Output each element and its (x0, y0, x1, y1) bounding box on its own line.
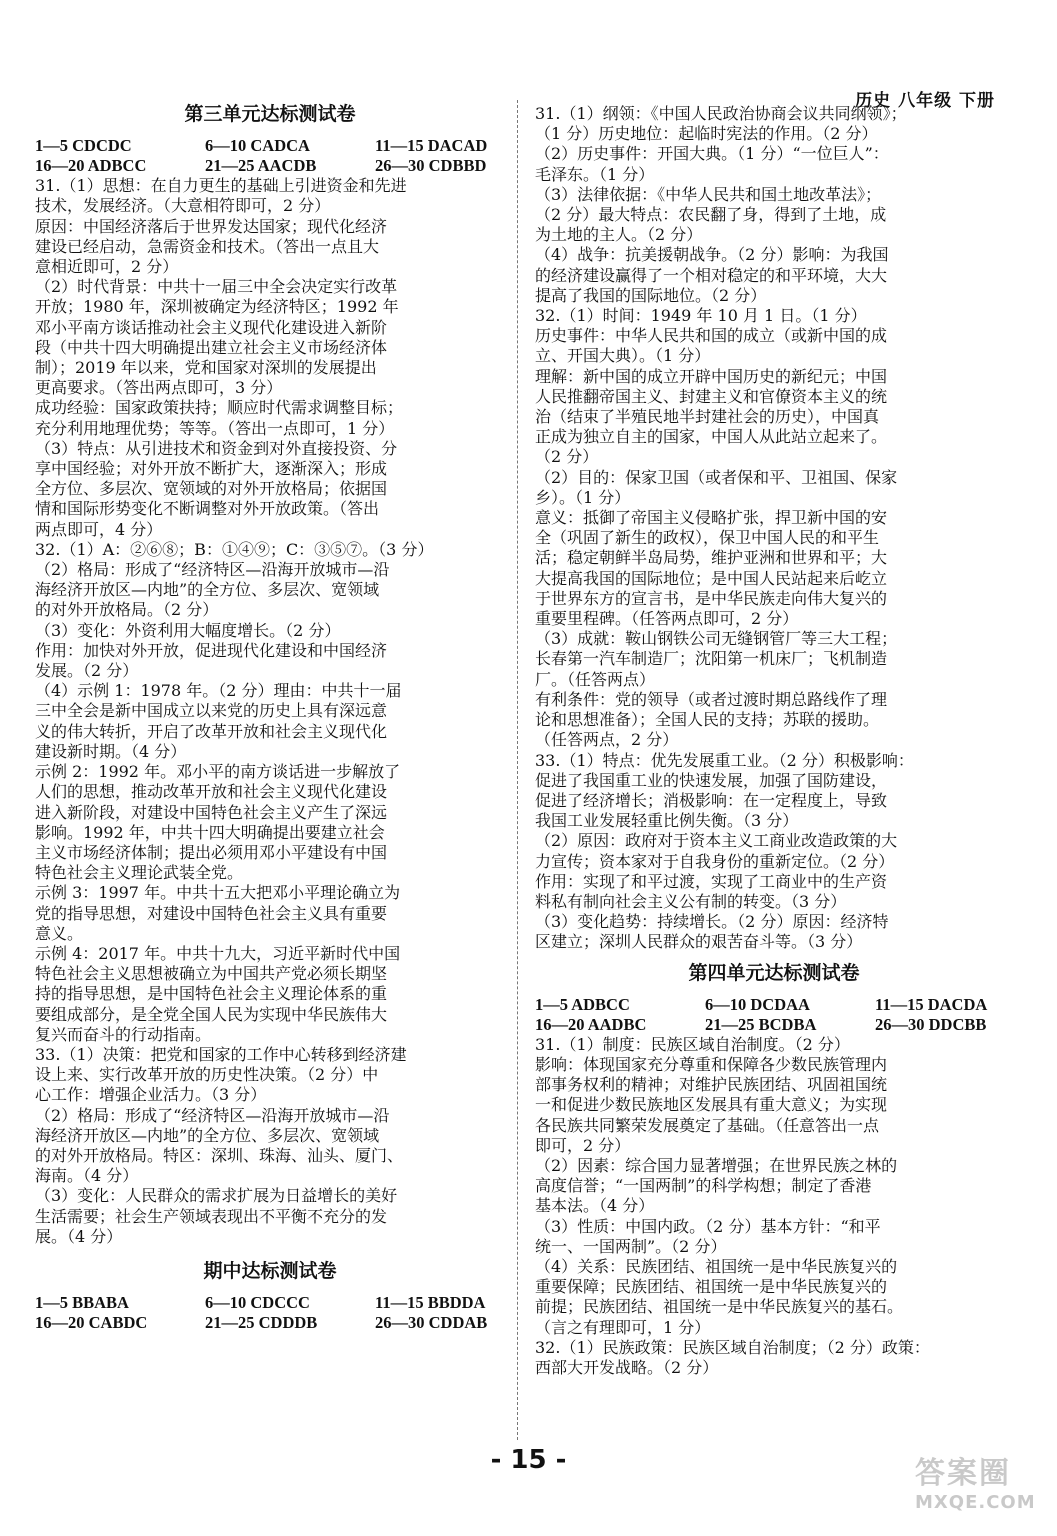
answer-line: 为土地的主人。（2 分） (535, 225, 703, 245)
answer-line: 特色社会主义理论武装全党。 (35, 863, 244, 883)
answer-line: 示例 2：1992 年。邓小平的南方谈话进一步解放了 (35, 762, 401, 782)
answer-line: 高度信誉；“一国两制”的科学构想；制定了香港 (535, 1176, 872, 1196)
answer-line: 的经济建设赢得了一个相对稳定的和平环境，大大 (535, 265, 888, 285)
answer-line: 统一、一国两制”。（2 分） (535, 1236, 727, 1256)
answer-group: 26—30 CDBBD (375, 156, 487, 176)
answer-line: 示例 4：2017 年。中共十九大，习近平新时代中国 (35, 943, 401, 963)
answer-line: （3）变化趋势：持续增长。（2 分）原因：经济特 (535, 912, 889, 932)
answer-line: 示例 3：1997 年。中共十五大把邓小平理论确立为 (35, 883, 401, 903)
answer-line: 论和思想准备）；全国人民的支持；苏联的援助。 (535, 710, 880, 730)
column-divider (517, 100, 518, 1440)
answer-line: 心工作：增强企业活力。（3 分） (35, 1085, 267, 1105)
answer-line: 料私有制向社会主义公有制的转变。（3 分） (535, 891, 847, 911)
answer-group: 16—20 CABDC (35, 1313, 148, 1333)
answer-group: 11—15 BBDDA (375, 1293, 486, 1313)
question-block (35, 176, 505, 540)
answer-line: 人民推翻帝国主义、封建主义和官僚资本主义的统 (535, 386, 888, 406)
answer-line: 我国工业发展轻重比例失衡。（3 分） (535, 811, 799, 831)
answer-line: 人们的思想，推动改革开放和社会主义现代化建设 (35, 782, 388, 802)
answer-group: 26—30 CDDAB (375, 1313, 488, 1333)
answer-group: 6—10 DCDAA (705, 994, 810, 1014)
answer-line: 32.（1）时间：1949 年 10 月 1 日。（1 分） (535, 306, 867, 326)
answer-group: 21—25 CDDDB (205, 1313, 318, 1333)
answer-row (535, 1015, 1013, 1035)
answer-line: 促进了经济增长；消极影响：在一定程度上，导致 (535, 790, 888, 810)
watermark-logo (915, 1448, 1045, 1528)
answer-row (35, 1313, 505, 1333)
answer-line: 前提；民族团结、祖国统一是中华民族复兴的基石。 (535, 1297, 904, 1317)
answer-line: 要组成部分，是全党全国人民为实现中华民族伟大 (35, 1004, 388, 1024)
answer-line: 全方位、多层次、宽领域的对外开放格局；依据国 (35, 479, 388, 499)
answer-line: 31.（1）思想：在自力更生的基础上引进资金和先进 (35, 176, 407, 196)
answer-line: 意义：抵御了帝国主义侵略扩张，捍卫新中国的安 (535, 508, 888, 528)
answer-line: 原因：中国经济落后于世界发达国家；现代化经济 (35, 216, 388, 236)
answer-group: 11—15 DACAD (375, 136, 488, 156)
answer-line: 展。（4 分） (35, 1226, 123, 1246)
answer-line: （2）历史事件：开国大典。（1 分）“一位巨人”： (535, 144, 889, 164)
answer-group: 16—20 AADBC (535, 1014, 647, 1034)
answer-line: （2）格局：形成了“经济特区—沿海开放城市—沿 (35, 560, 390, 580)
answer-row (35, 1293, 505, 1313)
answer-line: （3）性质：中国内政。（2 分）基本方针：“和平 (535, 1216, 881, 1236)
answer-line: 31.（1）纲领：《中国人民政治协商会议共同纲领》； (535, 104, 907, 123)
answer-line: 开放；1980 年，深圳被确定为经济特区；1992 年 (35, 297, 399, 317)
section-title-unit4: 第四单元达标测试卷 (688, 961, 860, 984)
answer-line: 重要里程碑。（任答两点即可，2 分） (535, 609, 799, 629)
answer-line: 意义。 (35, 923, 84, 943)
answer-line: 建设新时期。（4 分） (35, 741, 187, 761)
question-block (35, 540, 505, 1045)
answer-line: （3）变化：外资利用大幅度增长。（2 分） (35, 620, 341, 640)
answer-line: 提高了我国的国际地位。（2 分） (535, 285, 767, 305)
answer-line: 治（结束了半殖民地半封建社会的历史），中国真 (535, 407, 880, 427)
answer-row (535, 995, 1013, 1015)
question-block (535, 751, 1013, 953)
answer-line: 长春第一汽车制造厂；沈阳第一机床厂；飞机制造 (535, 649, 888, 669)
answer-line: 邓小平南方谈话推动社会主义现代化建设进入新阶 (35, 317, 388, 337)
answer-group: 11—15 DACDA (875, 994, 988, 1014)
answer-line: （3）特点：从引进技术和资金到对外直接投资、分 (35, 438, 398, 458)
answer-line: 重要保障；民族团结、祖国统一是中华民族复兴的 (535, 1277, 888, 1297)
answer-line: 的对外开放格局。（2 分） (35, 600, 219, 620)
answer-line: 31.（1）制度：民族区域自治制度。（2 分） (535, 1034, 850, 1054)
answer-group: 26—30 DDCBB (875, 1014, 987, 1034)
answer-line: 海南。（4 分） (35, 1166, 139, 1186)
answer-line: 作用：实现了和平过渡，实现了工商业中的生产资 (535, 871, 888, 891)
answer-line: 的对外开放格局。特区：深圳、珠海、汕头、厦门、 (35, 1145, 404, 1165)
answer-line: 影响：体现国家充分尊重和保障各少数民族管理内 (535, 1054, 888, 1074)
question-block (535, 1035, 1013, 1338)
question-block (535, 1338, 1013, 1378)
answer-line: 各民族共同繁荣发展奠定了基础。（任意答出一点 (535, 1115, 880, 1135)
answer-line: 海经济开放区—内地”的全方位、多层次、宽领域 (35, 580, 380, 600)
answer-group: 1—5 BBABA (35, 1293, 129, 1313)
answer-line: （言之有理即可，1 分） (535, 1317, 711, 1337)
answer-group: 21—25 AACDB (205, 156, 317, 176)
answer-line: （3）法律依据：《中华人民共和国土地改革法》； (535, 184, 882, 204)
answer-line: （2 分）最大特点：农民翻了身，得到了土地，成 (535, 205, 887, 225)
answer-line: （4）示例 1：1978 年。（2 分）理由：中共十一届 (35, 681, 402, 701)
answer-group: 1—5 ADBCC (535, 994, 630, 1014)
watermark-text: 答案圈 (915, 1456, 1011, 1491)
answer-line: 全（巩固了新生的政权），保卫中国人民的和平生 (535, 528, 880, 548)
answer-line: 部事务权利的精神；对维护民族团结、巩固祖国统 (535, 1075, 888, 1095)
answer-line: （3）成就：鞍山钢铁公司无缝钢管厂等三大工程； (535, 629, 898, 649)
answer-line: （1 分）历史地位：起临时宪法的作用。（2 分） (535, 124, 878, 144)
answer-line: 立、开国大典）。（1 分） (535, 346, 711, 366)
answer-line: 设上来、实行改革开放的历史性决策。（2 分）中 (35, 1065, 379, 1085)
answer-line: 海经济开放区—内地”的全方位、多层次、宽领域 (35, 1125, 380, 1145)
answer-line: 制）；2019 年以来，党和国家对深圳的发展提出 (35, 358, 377, 378)
answer-line: 一和促进少数民族地区发展具有重大意义；为实现 (535, 1095, 888, 1115)
answer-line: 即可，2 分） (535, 1135, 631, 1155)
answer-line: 大提高我国的国际地位；是中国人民站起来后屹立 (535, 568, 888, 588)
answer-line: （2）原因：政府对于资本主义工商业改造政策的大 (535, 831, 898, 851)
answer-line: （2）时代背景：中共十一届三中全会决定实行改革 (35, 277, 398, 297)
answer-line: 段（中共十四大明确提出建立社会主义市场经济体 (35, 337, 388, 357)
answer-line: 32.（1）A：②⑥⑧；B：①④⑨；C：③⑤⑦。（3 分） (35, 539, 434, 559)
answer-line: 主义市场经济体制；提出必须用邓小平建设有中国 (35, 842, 388, 862)
answer-line: 33.（1）特点：优先发展重工业。（2 分）积极影响： (535, 750, 914, 770)
answer-line: 基本法。（4 分） (535, 1196, 655, 1216)
answer-line: （2 分） (535, 447, 599, 467)
answer-line: 毛泽东。（1 分） (535, 164, 655, 184)
section-title-unit3: 第三单元达标测试卷 (184, 103, 356, 125)
answer-line: 32.（1）民族政策：民族区域自治制度；（2 分）政策： (535, 1337, 930, 1357)
answer-line: 义的伟大转折，开启了改革开放和社会主义现代化 (35, 721, 388, 741)
answer-line: （4）战争：抗美援朝战争。（2 分）影响：为我国 (535, 245, 889, 265)
answer-line: 特色社会主义思想被确立为中国共产党必须长期坚 (35, 964, 388, 984)
answer-group: 1—5 CDCDC (35, 136, 132, 156)
answer-line: 作用：加快对外开放，促进现代化建设和中国经济 (35, 640, 388, 660)
answer-line: 持的指导思想，是中国特色社会主义理论体系的重 (35, 984, 388, 1004)
answer-group: 6—10 CADCA (205, 136, 310, 156)
answer-line: 更高要求。（答出两点即可，3 分） (35, 378, 283, 398)
answer-row (35, 156, 505, 176)
answer-line: 生活需要；社会生产领域表现出不平衡不充分的发 (35, 1206, 388, 1226)
answer-line: 三中全会是新中国成立以来党的历史上具有深远意 (35, 701, 388, 721)
answer-group: 21—25 BCDBA (705, 1014, 817, 1034)
section-title-midterm: 期中达标测试卷 (203, 1259, 337, 1282)
answer-line: 两点即可，4 分） (35, 519, 163, 539)
answer-line: 理解：新中国的成立开辟中国历史的新纪元；中国 (535, 366, 888, 386)
left-column (35, 98, 505, 1333)
answer-line: 乡）。（1 分） (535, 487, 631, 507)
answer-line: 正成为独立自主的国家，中国人从此站立起来了。 (535, 427, 888, 447)
answer-row (35, 136, 505, 156)
answer-line: （任答两点，2 分） (535, 730, 679, 750)
page-header: 历史 八年级 下册 (855, 91, 995, 111)
answer-line: 发展。（2 分） (35, 661, 139, 681)
answer-line: 区建立；深圳人民群众的艰苦奋斗等。（3 分） (535, 932, 863, 952)
answer-line: 享中国经验；对外开放不断扩大，逐渐深入；形成 (35, 459, 388, 479)
answer-line: 影响。1992 年，中共十四大明确提出要建立社会 (35, 822, 385, 842)
answer-line: 促进了我国重工业的快速发展，加强了国防建设， (535, 770, 888, 790)
answer-group: 16—20 ADBCC (35, 156, 147, 176)
question-block (535, 306, 1013, 750)
answer-group: 6—10 CDCCC (205, 1293, 310, 1313)
answer-line: （3）变化：人民群众的需求扩展为日益增长的美好 (35, 1186, 398, 1206)
answer-line: 于世界东方的宣言书，是中华民族走向伟大复兴的 (535, 588, 888, 608)
answer-line: （2）目的：保家卫国（或者保和平、卫祖国、保家 (535, 467, 898, 487)
answer-line: 厂。（任答两点） (535, 669, 656, 689)
answer-line: 力宣传；资本家对于自我身份的重新定位。（2 分） (535, 851, 895, 871)
watermark-url: MXQE.COM (915, 1492, 1036, 1513)
answer-line: 历史事件：中华人民共和国的成立（或新中国的成 (535, 326, 888, 346)
answer-line: 33.（1）决策：把党和国家的工作中心转移到经济建 (35, 1044, 407, 1064)
answer-line: 成功经验：国家政策扶持；顺应时代需求调整目标； (35, 398, 404, 418)
answer-line: （2）格局：形成了“经济特区—沿海开放城市—沿 (35, 1105, 390, 1125)
question-block (535, 104, 1013, 306)
page-number: - 15 - (490, 1445, 567, 1475)
answer-line: 进入新阶段，对建设中国特色社会主义产生了深远 (35, 802, 388, 822)
right-column (535, 104, 1013, 1378)
answer-line: （2）因素：综合国力显著增强；在世界民族之林的 (535, 1155, 898, 1175)
answer-line: （4）关系：民族团结、祖国统一是中华民族复兴的 (535, 1256, 898, 1276)
answer-line: 西部大开发战略。（2 分） (535, 1357, 719, 1377)
answer-line: 有利条件：党的领导（或者过渡时期总路线作了理 (535, 689, 888, 709)
answer-line: 活；稳定朝鲜半岛局势，维护亚洲和世界和平；大 (535, 548, 888, 568)
answer-line: 情和国际形势变化不断调整对外开放政策。（答出 (35, 499, 380, 519)
answer-line: 充分利用地理优势；等等。（答出一点即可，1 分） (35, 418, 395, 438)
answer-line: 复兴而奋斗的行动指南。 (35, 1024, 212, 1044)
question-block (35, 1045, 505, 1247)
answer-line: 建设已经启动，急需资金和技术。（答出一点且大 (35, 236, 380, 256)
answer-line: 技术，发展经济。（大意相符即可，2 分） (35, 196, 331, 216)
answer-line: 意相近即可，2 分） (35, 257, 179, 277)
answer-line: 党的指导思想，对建设中国特色社会主义具有重要 (35, 903, 388, 923)
